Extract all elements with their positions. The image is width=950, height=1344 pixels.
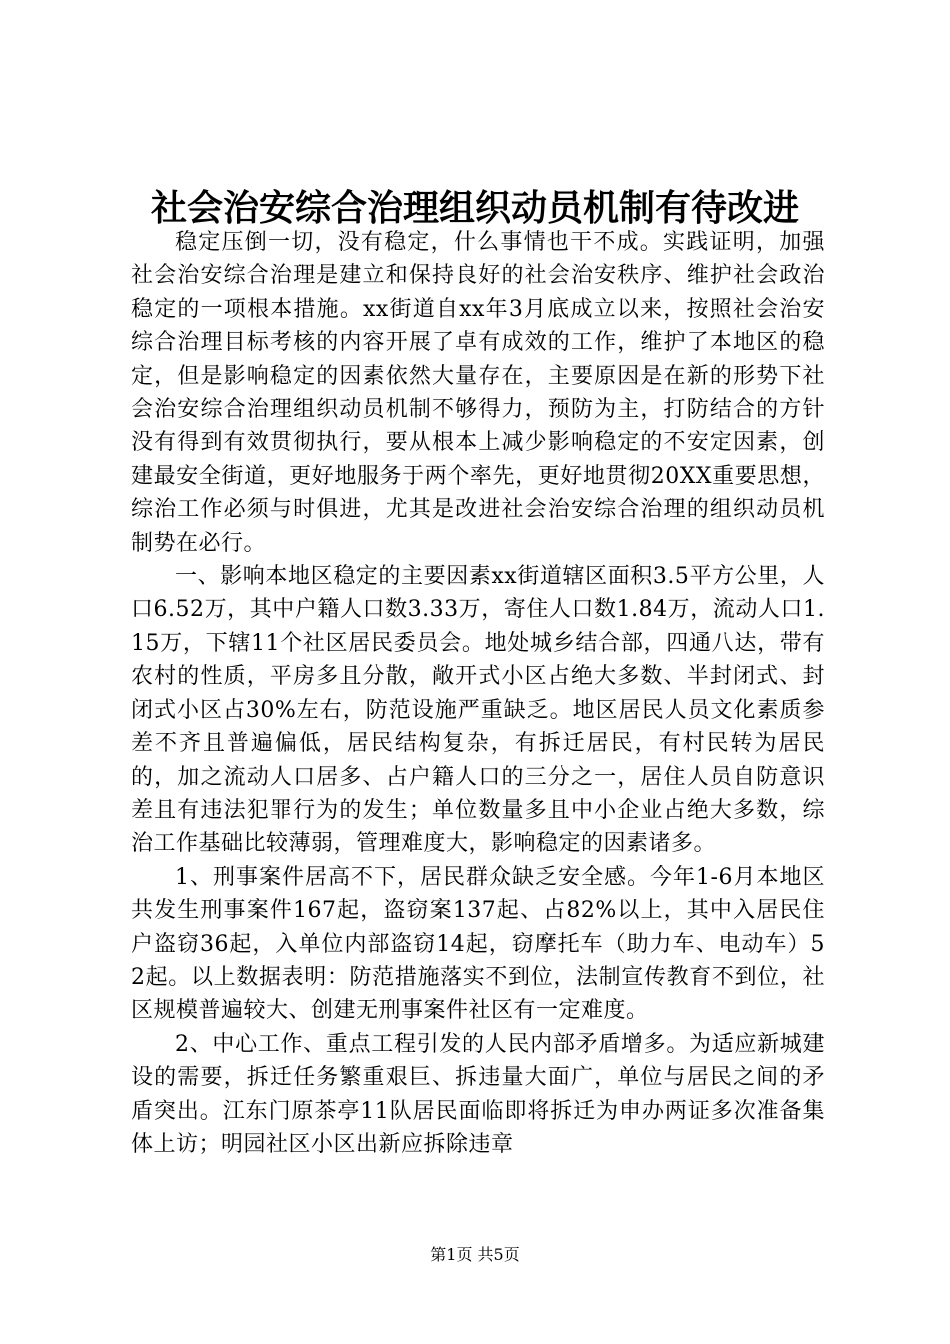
document-title: 社会治安综合治理组织动员机制有待改进	[150, 187, 799, 229]
document-body	[131, 226, 825, 1161]
page-number-footer: 第1页 共5页	[430, 1245, 520, 1264]
paragraph: 一、影响本地区稳定的主要因素xx街道辖区面积3.5平方公里，人口6.52万，其中户籍人口数3.33万，寄住人口数1.84万，流动人口1.15万，下辖11个社区居民委员会。地处城乡结合部，四通八达，带有农村的性质，平房多且分散，敞开式小区占绝大多数、半封闭式、封闭式小区占30%左右，防范设施严重缺乏。地区居民人员文化素质参差不齐且普遍偏低，居民结构复杂，有拆迁居民，有村民转为居民的，加之流动人口居多、占户籍人口的三分之一，居住人员自防意识差且有违法犯罪行为的发生；单位数量多且中小企业占绝大多数，综治工作基础比较薄弱，管理难度大，影响稳定的因素诸多。	[131, 564, 825, 857]
paragraph: 2、中心工作、重点工程引发的人民内部矛盾增多。为适应新城建设的需要，拆迁任务繁重艰巨、拆违量大面广，单位与居民之间的矛盾突出。江东门原茶亭11队居民面临即将拆迁为申办两证多次准备集体上访；明园社区小区出新应拆除违章	[131, 1031, 825, 1157]
paragraph: 稳定压倒一切，没有稳定，什么事情也干不成。实践证明，加强社会治安综合治理是建立和保持良好的社会治安秩序、维护社会政治稳定的一项根本措施。xx街道自xx年3月底成立以来，按照社会治安综合治理目标考核的内容开展了卓有成效的工作，维护了本地区的稳定，但是影响稳定的因素依然大量存在，主要原因是在新的形势下社会治安综合治理组织动员机制不够得力，预防为主，打防结合的方针没有得到有效贯彻执行，要从根本上减少影响稳定的不安定因素，创建最安全街道，更好地服务于两个率先，更好地贯彻20XX重要思想，综治工作必须与时俱进，尤其是改进社会治安综合治理的组织动员机制势在必行。	[131, 230, 825, 556]
paragraph: 1、刑事案件居高不下，居民群众缺乏安全感。今年1-6月本地区共发生刑事案件167起，盗窃案137起、占82%以上，其中入居民住户盗窃36起，入单位内部盗窃14起，窃摩托车（助力车、电动车）52起。以上数据表明：防范措施落实不到位，法制宣传教育不到位，社区规模普遍较大、创建无刑事案件社区有一定难度。	[131, 864, 825, 1024]
